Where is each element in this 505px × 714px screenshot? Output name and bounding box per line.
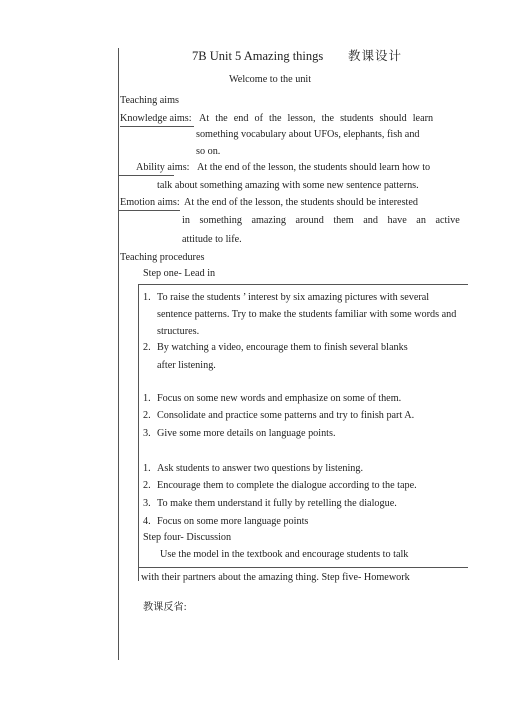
inner-left-line	[138, 284, 139, 581]
discussion-rule	[138, 567, 468, 568]
emotion-aims-line-1: At the end of the lesson, the students should be interested	[184, 197, 418, 208]
knowledge-aims-label: Knowledge aims:	[120, 113, 192, 124]
subtitle: Welcome to the unit	[229, 74, 312, 85]
page-title-cn: 教课设计	[348, 49, 403, 63]
teaching-procedures-heading: Teaching procedures	[120, 252, 205, 263]
ability-aims-line-2: talk about something amazing with some new sentence patterns.	[157, 180, 419, 191]
list-number: 1.	[143, 292, 151, 303]
list-number: 4.	[143, 516, 151, 527]
list-item-continuation: sentence patterns. Try to make the students familiar with some words and	[157, 309, 457, 320]
procedures-rule	[138, 284, 468, 285]
list-number: 1.	[143, 393, 151, 404]
discussion-line-1: Use the model in the textbook and encourage students to talk	[160, 549, 409, 560]
list-number: 2.	[143, 342, 151, 353]
step-one-heading: Step one- Lead in	[143, 268, 216, 279]
teaching-reflection-label: 教课反省:	[143, 602, 187, 613]
list-number: 3.	[143, 498, 151, 509]
list-number: 2.	[143, 410, 151, 421]
knowledge-aims-line-3: so on.	[196, 146, 221, 157]
step-four-heading: Step four- Discussion	[143, 532, 232, 543]
list-item: Focus on some more language points	[157, 516, 309, 527]
knowledge-aims-line-1: At the end of the lesson, the students should learn	[199, 113, 434, 124]
discussion-line-2: with their partners about the amazing thing. Step five- Homework	[141, 572, 410, 583]
ability-underline	[118, 175, 174, 176]
list-item: Give some more details on language points.	[157, 428, 336, 439]
page-title: 7B Unit 5 Amazing things	[192, 49, 324, 63]
list-number: 3.	[143, 428, 151, 439]
ability-aims-line-1: At the end of the lesson, the students should learn how to	[197, 162, 431, 173]
teaching-aims-heading: Teaching aims	[120, 95, 179, 106]
emotion-aims-line-2: in something amazing around them and have an active	[182, 215, 460, 226]
list-item: Focus on some new words and emphasize on some of them.	[157, 393, 402, 404]
list-item: Encourage them to complete the dialogue according to the tape.	[157, 480, 417, 491]
left-margin-line	[118, 48, 119, 660]
emotion-aims-label: Emotion aims:	[120, 197, 180, 208]
emotion-aims-line-3: attitude to life.	[182, 234, 242, 245]
list-item-continuation: after listening.	[157, 360, 216, 371]
knowledge-aims-line-2: something vocabulary about UFOs, elephants, fish and	[196, 129, 420, 140]
list-item: Consolidate and practice some patterns and try to finish part A.	[157, 410, 415, 421]
list-number: 1.	[143, 463, 151, 474]
list-item: By watching a video, encourage them to finish several blanks	[157, 342, 408, 353]
list-item: To raise the students ’ interest by six amazing pictures with several	[157, 292, 430, 303]
list-item-continuation: structures.	[157, 326, 200, 337]
list-number: 2.	[143, 480, 151, 491]
knowledge-underline	[120, 126, 194, 127]
ability-aims-label: Ability aims:	[136, 162, 190, 173]
list-item: Ask students to answer two questions by listening.	[157, 463, 364, 474]
list-item: To make them understand it fully by retelling the dialogue.	[157, 498, 397, 509]
emotion-underline	[118, 210, 180, 211]
